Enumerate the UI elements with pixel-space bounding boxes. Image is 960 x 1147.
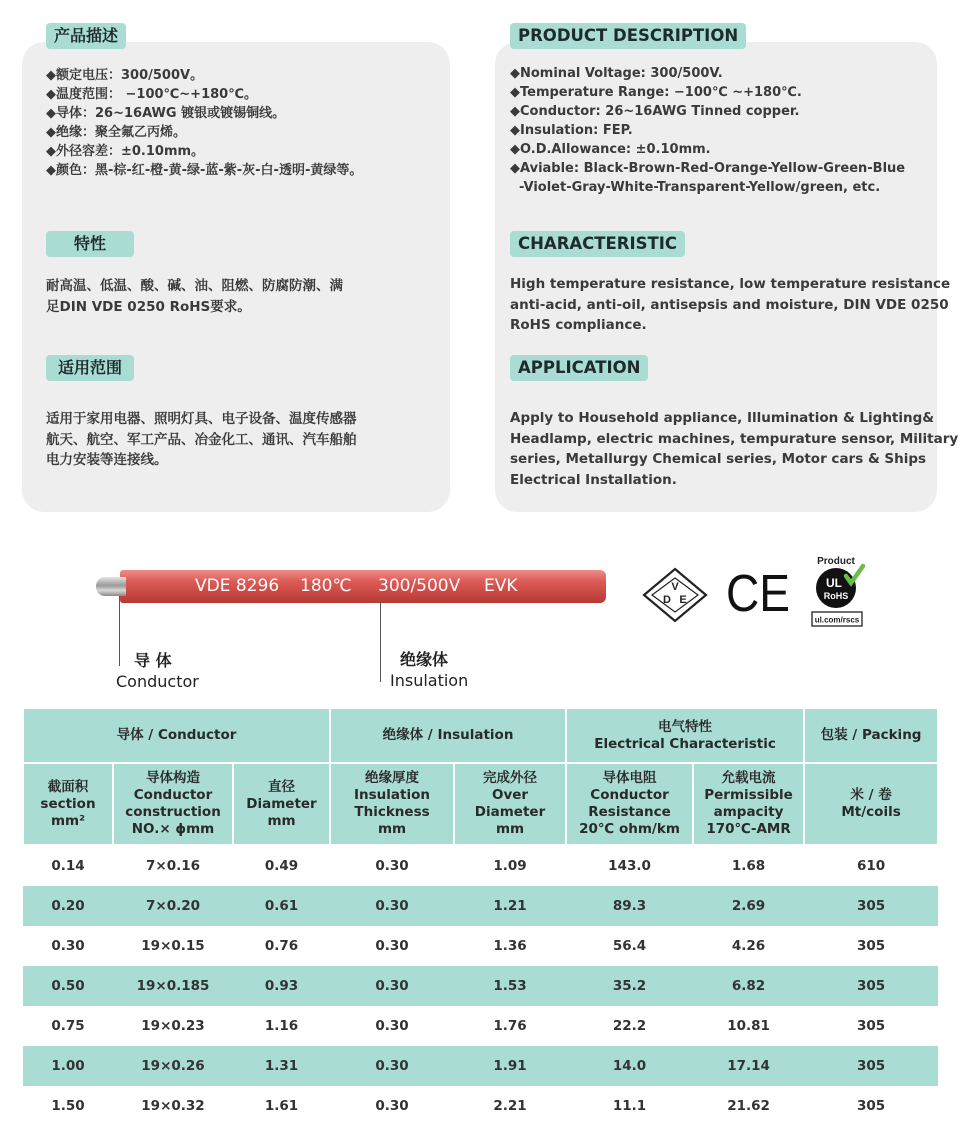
col-diameter-line: 直径 [268, 778, 295, 795]
insulation-label-cn: 绝缘体 [400, 650, 449, 669]
ul-url-text: ul.com/rscs [814, 615, 860, 625]
cell-ampacity: 21.62 [727, 1098, 770, 1114]
cell-resistance: 35.2 [566, 966, 693, 1006]
cn-char-line: 耐高温、低温、酸、碱、油、阻燃、防腐防潮、满 [46, 278, 343, 294]
col-packing [804, 763, 938, 845]
cell-section: 1.00 [23, 1046, 113, 1086]
cell-packing: 305 [856, 1098, 886, 1114]
col-conductor-resistance [566, 763, 693, 845]
col-packing-line: 米 / 卷 [850, 787, 892, 803]
cn-desc-line: ◆绝缘：聚全氟乙丙烯。 [46, 125, 186, 140]
table-row [23, 1046, 938, 1086]
cell-thickness: 0.30 [375, 858, 409, 874]
table-row [23, 1086, 938, 1126]
col-section [23, 763, 113, 845]
cn-desc-line: ◆外径容差：±0.10mm。 [46, 144, 205, 159]
col-thickness-line: Thickness [354, 804, 430, 820]
ul-rohs-text: RoHS [823, 591, 849, 601]
cell-resistance: 56.4 [612, 938, 647, 954]
cell-diameter: 0.93 [233, 966, 330, 1006]
cell-resistance: 14.0 [566, 1046, 693, 1086]
cn-char-line: 足DIN VDE 0250 RoHS要求。 [46, 298, 251, 315]
col-thickness-line: Insulation [354, 787, 430, 803]
en-desc-line: -Violet-Gray-White-Transparent-Yellow/green, etc. [510, 180, 881, 195]
table-row [23, 1006, 938, 1046]
cn-desc-line: ◆颜色：黑-棕-红-橙-黄-绿-蓝-紫-灰-白-透明-黄绿等。 [46, 163, 363, 178]
cell-resistance: 11.1 [612, 1098, 647, 1114]
cn-desc-line: ◆额定电压：300/500V。 [46, 68, 204, 83]
cable-insulation-jacket [120, 570, 606, 603]
cell-ampacity: 2.69 [693, 886, 804, 926]
col-resistance-line: 导体电阻 [602, 770, 657, 786]
cable-print-code: EVK [484, 576, 518, 596]
cell-thickness: 0.30 [330, 1046, 454, 1086]
cell-packing: 305 [804, 1046, 938, 1086]
en-app-line: series, Metallurgy Chemical series, Motor cars & Ships [510, 451, 927, 467]
cell-over-diameter: 1.09 [493, 858, 527, 874]
vde-mark-d: D [663, 594, 671, 606]
vde-mark-e: E [679, 594, 687, 606]
cell-thickness: 0.30 [375, 1018, 409, 1034]
col-over-diameter-line: 完成外径 [483, 770, 538, 786]
cell-construction: 7×0.16 [145, 858, 200, 874]
en-application-text [510, 408, 958, 490]
col-construction-line: construction [125, 804, 221, 820]
cell-over-diameter: 2.21 [493, 1098, 527, 1114]
col-ampacity [693, 763, 804, 845]
vde-mark-icon [640, 566, 710, 624]
cn-desc-line: ◆导体：26~16AWG 镀银或镀锡铜线。 [46, 106, 286, 121]
col-resistance-line: Conductor [590, 787, 669, 803]
ul-rohs-mark-icon [808, 552, 868, 632]
en-desc-line: ◆Insulation: FEP. [510, 123, 633, 138]
insulation-pointer-line [380, 602, 381, 682]
en-characteristic-text [510, 274, 950, 336]
cable-print-model: VDE 8296 [195, 576, 280, 596]
cn-characteristic-title: 特性 [46, 231, 134, 257]
cell-over-diameter: 1.21 [454, 886, 566, 926]
col-ampacity-line: 允载电流 [721, 770, 776, 786]
en-app-line: Apply to Household appliance, Illumination & Lighting& [510, 410, 935, 426]
cell-packing: 305 [804, 966, 938, 1006]
col-diameter [233, 763, 330, 845]
col-section-line: 截面积 [47, 778, 89, 795]
cell-section: 1.50 [51, 1098, 85, 1114]
cell-section: 0.30 [51, 938, 85, 954]
cable-conductor-strands [96, 577, 126, 596]
en-char-line: anti-acid, anti-oil, antisepsis and moisture, DIN VDE 0250 [510, 296, 949, 313]
cell-thickness: 0.30 [375, 938, 409, 954]
cn-application-title: 适用范围 [46, 355, 134, 381]
en-app-line: Headlamp, electric machines, tempurature sensor, Military [510, 430, 959, 447]
en-characteristic-title: CHARACTERISTIC [510, 231, 685, 257]
cell-packing: 610 [856, 858, 886, 874]
cell-over-diameter: 1.76 [493, 1018, 527, 1034]
group-electrical [566, 708, 804, 763]
col-construction-line: NO.× ϕmm [131, 821, 215, 837]
col-ampacity-line: ampacity [713, 804, 784, 820]
col-insulation-thickness [330, 763, 454, 845]
ce-mark-text: CE [726, 567, 790, 617]
vde-mark-v: V [671, 581, 679, 593]
insulation-label-en: Insulation [390, 671, 469, 690]
cell-thickness: 0.30 [330, 966, 454, 1006]
cell-section: 0.20 [23, 886, 113, 926]
group-packing: 包装 / Packing [804, 708, 938, 763]
cell-diameter: 0.61 [233, 886, 330, 926]
cell-construction: 19×0.32 [141, 1098, 205, 1114]
cell-over-diameter: 1.36 [493, 938, 527, 954]
cell-section: 0.14 [51, 858, 85, 874]
en-desc-line: ◆Conductor: 26~16AWG Tinned copper. [510, 104, 800, 119]
cell-diameter: 1.31 [233, 1046, 330, 1086]
cell-construction: 19×0.15 [141, 938, 205, 954]
group-electrical-cn: 电气特性 [658, 718, 713, 735]
en-desc-line: ◆Nominal Voltage: 300/500V. [510, 66, 723, 81]
cell-ampacity: 1.68 [731, 858, 766, 874]
cell-thickness: 0.30 [375, 1098, 409, 1114]
col-ampacity-line: 170℃-AMR [706, 821, 791, 837]
cn-description-title: 产品描述 [46, 23, 126, 49]
col-conductor-construction [113, 763, 233, 845]
col-over-diameter-line: mm [495, 821, 525, 837]
conductor-label [116, 650, 199, 692]
cell-diameter: 1.61 [264, 1098, 299, 1114]
en-description-title: PRODUCT DESCRIPTION [510, 23, 746, 49]
cell-resistance: 143.0 [608, 858, 651, 874]
ce-mark-icon [724, 567, 792, 617]
cell-thickness: 0.30 [330, 886, 454, 926]
cell-section: 0.75 [51, 1018, 85, 1034]
cell-packing: 305 [804, 886, 938, 926]
conductor-label-cn: 导 体 [134, 651, 172, 670]
ul-logo-text: UL [826, 576, 842, 590]
cell-construction: 19×0.23 [141, 1018, 205, 1034]
col-over-diameter [454, 763, 566, 845]
cn-application-text [46, 409, 357, 471]
cell-ampacity: 4.26 [731, 938, 766, 954]
table-row [23, 886, 938, 926]
cell-construction: 7×0.20 [113, 886, 233, 926]
cell-diameter: 1.16 [264, 1018, 299, 1034]
cell-ampacity: 6.82 [693, 966, 804, 1006]
cn-app-line: 航天、航空、军工产品、冶金化工、通讯、汽车船舶 [46, 431, 357, 448]
col-resistance-line: 20℃ ohm/km [579, 821, 680, 837]
cn-app-line: 电力安装等连接线。 [46, 452, 168, 468]
col-construction-line: Conductor [133, 787, 213, 803]
group-insulation: 绝缘体 / Insulation [330, 708, 566, 763]
table-row [23, 845, 938, 886]
col-diameter-line: Diameter [246, 795, 317, 812]
en-desc-line: ◆Aviable: Black-Brown-Red-Orange-Yellow-Green-Blue [510, 161, 906, 176]
en-char-line: High temperature resistance, low temperature resistance [510, 276, 951, 292]
en-application-title: APPLICATION [510, 355, 648, 381]
group-electrical-en: Electrical Characteristic [594, 735, 776, 752]
cell-over-diameter: 1.91 [454, 1046, 566, 1086]
col-diameter-line: mm [267, 812, 296, 829]
specification-table [22, 707, 939, 1126]
conductor-label-en: Conductor [116, 672, 199, 691]
en-app-line: Electrical Installation. [510, 471, 677, 488]
cell-resistance: 89.3 [566, 886, 693, 926]
ul-product-text: Product [817, 556, 855, 567]
cell-ampacity: 10.81 [727, 1018, 770, 1034]
col-resistance-line: Resistance [588, 804, 671, 820]
cell-diameter: 0.49 [264, 858, 299, 874]
col-thickness-line: 绝缘厚度 [365, 770, 420, 786]
col-packing-line: Mt/coils [841, 804, 901, 820]
en-desc-line: ◆Temperature Range: −100℃ ~+180℃. [510, 85, 802, 100]
col-thickness-line: mm [377, 821, 407, 837]
col-ampacity-line: Permissible [704, 787, 793, 803]
cable-print-temp: 180℃ [300, 576, 352, 596]
cell-packing: 305 [856, 1018, 886, 1034]
cable-print-voltage: 300/500V [378, 576, 461, 596]
table-column-header-row [23, 763, 938, 845]
col-over-diameter-line: Diameter [474, 804, 546, 820]
cell-construction: 19×0.185 [113, 966, 233, 1006]
cell-diameter: 0.76 [264, 938, 299, 954]
cell-packing: 305 [856, 938, 886, 954]
insulation-label [390, 649, 468, 691]
cell-ampacity: 17.14 [693, 1046, 804, 1086]
col-section-line: mm² [50, 812, 86, 829]
cn-characteristic-text [46, 276, 343, 317]
cell-section: 0.50 [23, 966, 113, 1006]
en-desc-line: ◆O.D.Allowance: ±0.10mm. [510, 142, 711, 157]
table-row [23, 966, 938, 1006]
en-char-line: RoHS compliance. [510, 317, 647, 333]
cell-resistance: 22.2 [612, 1018, 647, 1034]
cn-desc-line: ◆温度范围： −100℃~+180℃。 [46, 87, 257, 102]
table-group-header-row [23, 708, 938, 763]
table-row [23, 926, 938, 966]
col-construction-line: 导体构造 [146, 770, 200, 786]
col-section-line: section [40, 795, 96, 812]
group-conductor: 导体 / Conductor [23, 708, 330, 763]
cell-over-diameter: 1.53 [454, 966, 566, 1006]
cell-construction: 19×0.26 [113, 1046, 233, 1086]
cn-app-line: 适用于家用电器、照明灯具、电子设备、温度传感器 [46, 411, 357, 427]
col-over-diameter-line: Over [491, 787, 529, 803]
